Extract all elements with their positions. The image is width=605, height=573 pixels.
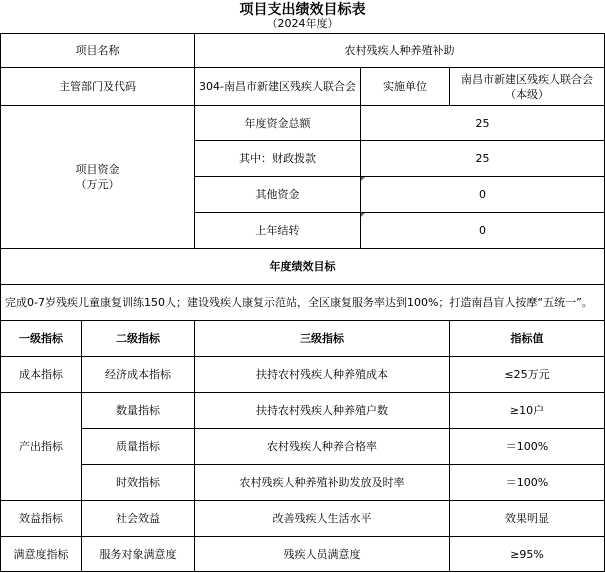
row-level3: 改善残疾人生活水平 bbox=[195, 501, 450, 537]
fund-total-value: 25 bbox=[361, 106, 605, 141]
department-label: 主管部门及代码 bbox=[1, 68, 195, 106]
fund-carryover-value: 0 bbox=[361, 213, 605, 249]
fund-total-label: 年度资金总额 bbox=[195, 106, 361, 141]
performance-table bbox=[0, 33, 605, 572]
year-subtitle: （2024年度） bbox=[266, 17, 339, 30]
row-level1: 成本指标 bbox=[1, 357, 82, 393]
annual-goal-text: 完成0-7岁残疾儿童康复训练150人；建设残疾人康复示范站，全区康复服务率达到100%；打造南昌盲人按摩“五统一”。 bbox=[1, 285, 605, 321]
annual-goal-heading: 年度绩效目标 bbox=[1, 249, 605, 285]
project-name-label: 项目名称 bbox=[1, 34, 195, 68]
row-level1: 满意度指标 bbox=[1, 537, 82, 572]
department-value: 304-南昌市新建区残疾人联合会 bbox=[195, 68, 361, 106]
row-level2: 时效指标 bbox=[82, 465, 195, 501]
row-level2: 社会效益 bbox=[82, 501, 195, 537]
row-level2: 数量指标 bbox=[82, 393, 195, 429]
row-value: ＝100% bbox=[450, 429, 605, 465]
row-value: ≥95% bbox=[450, 537, 605, 572]
row-value: ≤25万元 bbox=[450, 357, 605, 393]
row-value: 效果明显 bbox=[450, 501, 605, 537]
fund-fiscal-label: 其中：财政拨款 bbox=[195, 141, 361, 177]
fund-other-value: 0 bbox=[361, 177, 605, 213]
implementer-label: 实施单位 bbox=[361, 68, 450, 106]
fund-fiscal-value: 25 bbox=[361, 141, 605, 177]
row-level1: 效益指标 bbox=[1, 501, 82, 537]
row-level3: 农村残疾人种养合格率 bbox=[195, 429, 450, 465]
row-value: ＝100% bbox=[450, 465, 605, 501]
header-level1: 一级指标 bbox=[1, 321, 82, 357]
header-value: 指标值 bbox=[450, 321, 605, 357]
project-name-value: 农村残疾人种养殖补助 bbox=[195, 34, 605, 68]
row-level2: 质量指标 bbox=[82, 429, 195, 465]
implementer-value: 南昌市新建区残疾人联合会（本级） bbox=[450, 68, 605, 106]
fund-other-label: 其他资金 bbox=[195, 177, 361, 213]
row-level1: 产出指标 bbox=[1, 393, 82, 501]
header-level2: 二级指标 bbox=[82, 321, 195, 357]
row-level3: 农村残疾人种养殖补助发放及时率 bbox=[195, 465, 450, 501]
row-level3: 扶持农村残疾人种养殖成本 bbox=[195, 357, 450, 393]
row-level2: 服务对象满意度 bbox=[82, 537, 195, 572]
header-level3: 三级指标 bbox=[195, 321, 450, 357]
row-level3: 扶持农村残疾人种养殖户数 bbox=[195, 393, 450, 429]
funds-label-text: 项目资金 （万元） bbox=[75, 163, 120, 191]
funds-label bbox=[1, 106, 195, 249]
page-title: 项目支出绩效目标表 bbox=[239, 2, 366, 18]
row-level3: 残疾人员满意度 bbox=[195, 537, 450, 572]
row-value: ≥10户 bbox=[450, 393, 605, 429]
row-level2: 经济成本指标 bbox=[82, 357, 195, 393]
fund-carryover-label: 上年结转 bbox=[195, 213, 361, 249]
